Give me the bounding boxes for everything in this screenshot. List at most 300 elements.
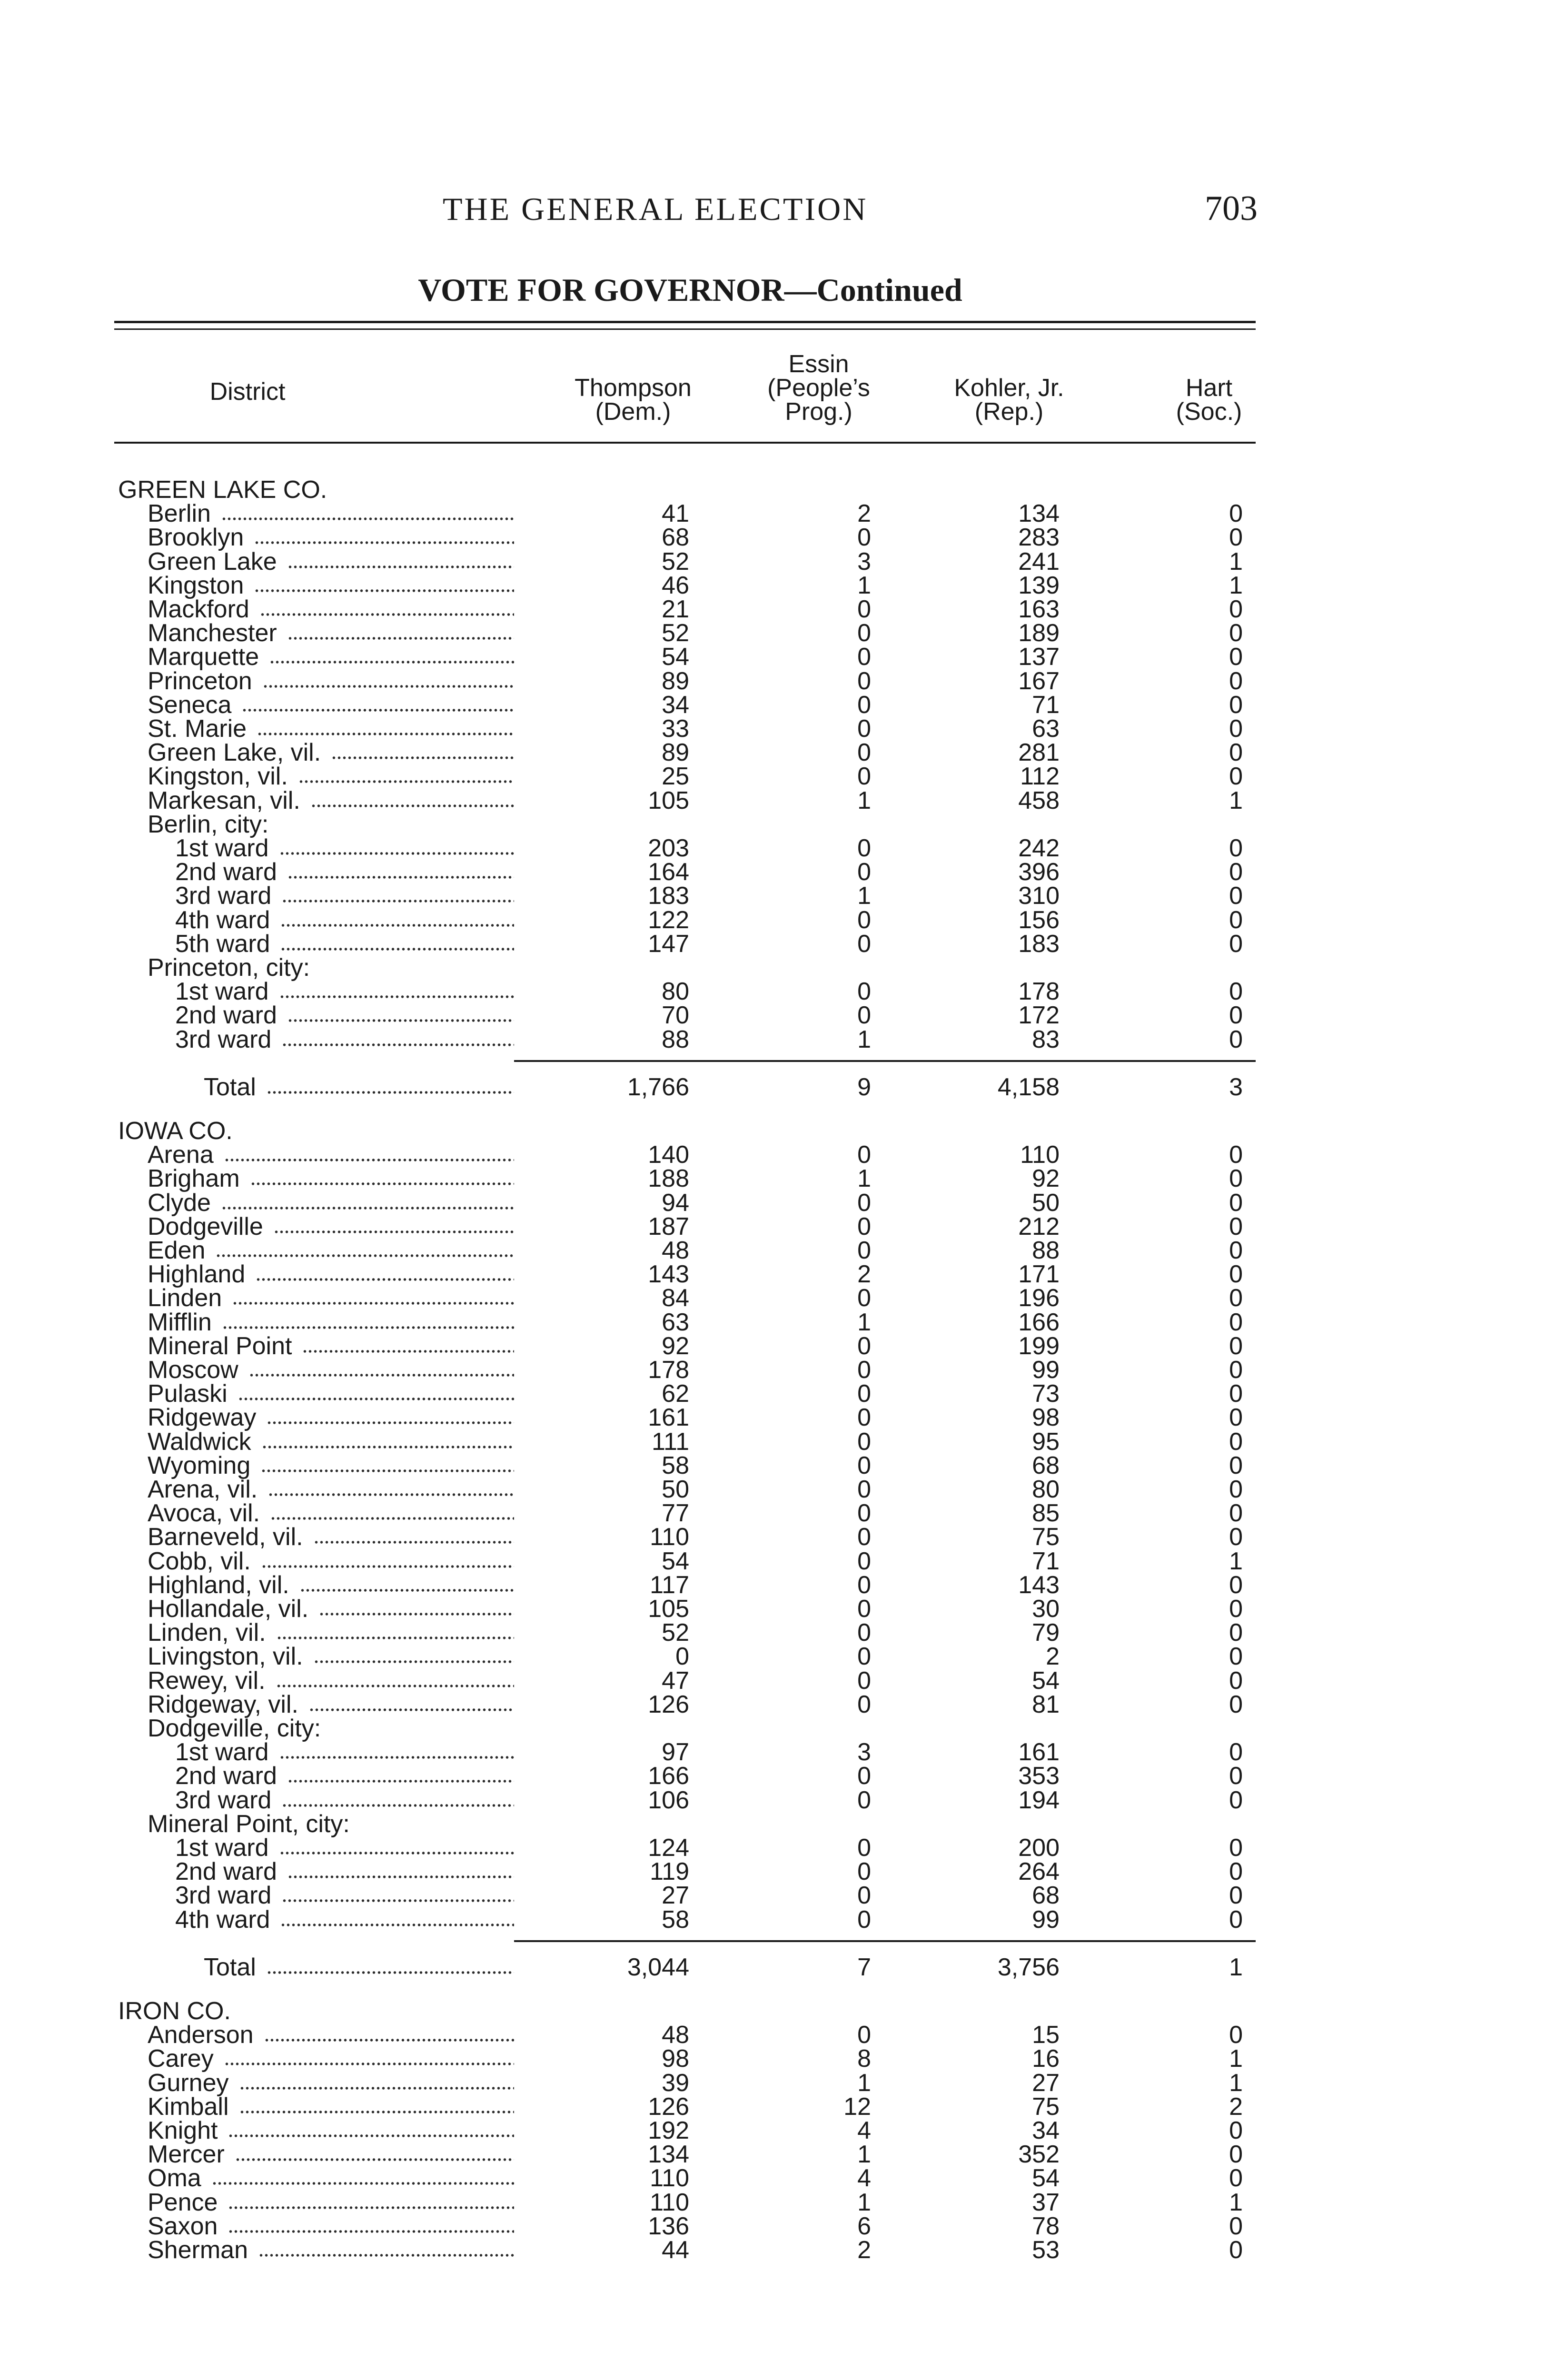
votes-kohler: 50 (1032, 1189, 1060, 1217)
header-district: District (209, 378, 286, 406)
table-row (0, 1836, 1546, 1860)
table-row (0, 1788, 1546, 1812)
votes-thompson: 68 (662, 524, 689, 551)
votes-essin: 0 (857, 1237, 871, 1264)
votes-thompson: 122 (648, 906, 689, 934)
district-name: Clyde (148, 1189, 211, 1217)
votes-thompson: 52 (662, 1619, 689, 1646)
county-heading (0, 1119, 1546, 1143)
table-row (0, 1621, 1546, 1645)
dot-leader (276, 1683, 514, 1689)
district-name: Green Lake, vil. (148, 739, 321, 766)
dot-leader (258, 2252, 514, 2258)
district-name: Sherman (148, 2236, 248, 2264)
votes-hart: 0 (1229, 1026, 1243, 1053)
running-head: THE GENERAL ELECTION (443, 191, 868, 227)
votes-hart: 0 (1229, 619, 1243, 647)
votes-thompson: 161 (648, 1404, 689, 1431)
table-row (0, 1478, 1546, 1501)
table-row (0, 1239, 1546, 1262)
votes-hart: 0 (1229, 1595, 1243, 1623)
votes-hart: 1 (1229, 1547, 1243, 1575)
votes-essin: 0 (857, 2021, 871, 2049)
district-name: Princeton, city: (148, 954, 310, 982)
votes-kohler: 163 (1018, 595, 1060, 623)
dot-leader (212, 2181, 514, 2186)
votes-hart: 0 (1229, 1141, 1243, 1169)
votes-kohler: 178 (1018, 978, 1060, 1005)
table-row (0, 908, 1546, 932)
votes-thompson: 110 (650, 1523, 689, 1551)
votes-kohler: 34 (1032, 2117, 1060, 2144)
votes-hart: 0 (1229, 739, 1243, 766)
dot-leader (282, 1042, 514, 1048)
votes-kohler: 353 (1018, 1762, 1060, 1790)
votes-kohler: 183 (1018, 930, 1060, 958)
votes-kohler: 85 (1032, 1499, 1060, 1527)
district-name: IRON CO. (118, 1997, 231, 2025)
dot-leader (267, 1420, 514, 1426)
table-row (0, 1310, 1546, 1334)
votes-essin: 0 (857, 1523, 871, 1551)
votes-kohler: 75 (1032, 2093, 1060, 2121)
district-name: GREEN LAKE CO. (118, 476, 327, 504)
votes-kohler: 71 (1032, 1547, 1060, 1575)
votes-hart: 0 (1229, 500, 1243, 527)
votes-essin: 2 (857, 2236, 871, 2264)
district-name: Carey (148, 2045, 214, 2073)
votes-hart: 0 (1229, 1738, 1243, 1766)
votes-hart: 0 (1229, 667, 1243, 695)
votes-hart: 0 (1229, 906, 1243, 934)
district-name: Brigham (148, 1165, 240, 1192)
votes-thompson: 111 (651, 1428, 689, 1456)
table-row (0, 2095, 1546, 2119)
table-row (0, 2023, 1546, 2047)
votes-essin: 1 (857, 2069, 871, 2097)
votes-essin: 9 (857, 1073, 871, 1101)
dot-leader (331, 755, 514, 761)
table-row (0, 1334, 1546, 1358)
table-row (0, 2047, 1546, 2071)
votes-hart: 1 (1229, 787, 1243, 814)
votes-hart: 0 (1229, 1356, 1243, 1384)
dot-leader (262, 1444, 514, 1450)
votes-kohler: 199 (1018, 1332, 1060, 1360)
votes-thompson: 98 (662, 2045, 689, 2073)
votes-essin: 0 (857, 1667, 871, 1695)
votes-thompson: 105 (648, 1595, 689, 1623)
votes-hart: 0 (1229, 2117, 1243, 2144)
district-name: Arena (148, 1141, 214, 1169)
votes-thompson: 187 (648, 1213, 689, 1240)
votes-thompson: 46 (662, 572, 689, 599)
votes-kohler: 139 (1018, 572, 1060, 599)
table-row (0, 932, 1546, 956)
votes-kohler: 99 (1032, 1356, 1060, 1384)
dot-leader (257, 731, 514, 737)
votes-hart: 0 (1229, 1260, 1243, 1288)
votes-thompson: 140 (648, 1141, 689, 1169)
votes-essin: 0 (857, 1189, 871, 1217)
dot-leader (232, 1300, 514, 1306)
district-name: 2nd ward (175, 858, 277, 886)
votes-thompson: 54 (662, 1547, 689, 1575)
table-row (0, 1501, 1546, 1525)
header-essin: Essin (People’s Prog.) (767, 350, 870, 426)
votes-thompson: 25 (662, 763, 689, 790)
votes-hart: 1 (1229, 1954, 1243, 1981)
dot-leader (235, 2157, 514, 2162)
votes-essin: 0 (857, 1428, 871, 1456)
votes-hart: 0 (1229, 1571, 1243, 1599)
dot-leader (282, 1803, 514, 1808)
votes-hart: 0 (1229, 691, 1243, 719)
votes-essin: 0 (857, 1499, 871, 1527)
dot-leader (263, 684, 514, 689)
votes-essin: 3 (857, 1738, 871, 1766)
table-row (0, 526, 1546, 549)
dot-leader (279, 1850, 514, 1856)
votes-kohler: 79 (1032, 1619, 1060, 1646)
votes-thompson: 52 (662, 619, 689, 647)
table-row (0, 1215, 1546, 1239)
votes-essin: 0 (857, 1906, 871, 1934)
votes-thompson: 188 (648, 1165, 689, 1192)
city-subheading (0, 956, 1546, 980)
votes-thompson: 63 (662, 1309, 689, 1336)
dot-leader (287, 1018, 514, 1023)
votes-essin: 4 (857, 2117, 871, 2144)
district-name: IOWA CO. (118, 1117, 233, 1145)
district-name: Ridgeway, vil. (148, 1691, 298, 1718)
dot-leader (279, 1755, 514, 1760)
votes-hart: 0 (1229, 1906, 1243, 1934)
table-row (0, 1382, 1546, 1406)
votes-thompson: 147 (648, 930, 689, 958)
district-name: Barneveld, vil. (148, 1523, 303, 1551)
votes-essin: 0 (857, 1141, 871, 1169)
votes-essin: 0 (857, 691, 871, 719)
votes-hart: 1 (1229, 2069, 1243, 2097)
votes-hart: 0 (1229, 524, 1243, 551)
votes-kohler: 264 (1018, 1858, 1060, 1885)
votes-thompson: 89 (662, 739, 689, 766)
votes-essin: 7 (857, 1954, 871, 1981)
table-row (0, 2166, 1546, 2190)
votes-hart: 0 (1229, 1002, 1243, 1029)
votes-hart: 2 (1229, 2093, 1243, 2121)
table-row (0, 1860, 1546, 1884)
table-row (0, 693, 1546, 717)
votes-thompson: 97 (662, 1738, 689, 1766)
table-row (0, 860, 1546, 884)
votes-hart: 0 (1229, 1619, 1243, 1646)
votes-hart: 0 (1229, 1213, 1243, 1240)
votes-hart: 0 (1229, 1667, 1243, 1695)
votes-essin: 0 (857, 1284, 871, 1312)
votes-kohler: 92 (1032, 1165, 1060, 1192)
votes-thompson: 80 (662, 978, 689, 1005)
votes-thompson: 47 (662, 1667, 689, 1695)
votes-hart: 0 (1229, 1858, 1243, 1885)
table-row (0, 1740, 1546, 1764)
votes-kohler: 30 (1032, 1595, 1060, 1623)
votes-hart: 1 (1229, 2045, 1243, 2073)
dot-leader (242, 707, 514, 713)
votes-essin: 0 (857, 1619, 871, 1646)
table-row (0, 1454, 1546, 1478)
dot-leader (254, 540, 514, 545)
dot-leader (224, 2061, 514, 2067)
dot-leader (261, 1564, 514, 1569)
district-name: Dodgeville (148, 1213, 263, 1240)
votes-kohler: 81 (1032, 1691, 1060, 1718)
votes-kohler: 310 (1018, 882, 1060, 910)
district-name: Rewey, vil. (148, 1667, 266, 1695)
votes-thompson: 124 (648, 1834, 689, 1862)
total-row (0, 1955, 1546, 1979)
table-row (0, 1262, 1546, 1286)
dot-leader (228, 2205, 514, 2211)
votes-hart: 0 (1229, 763, 1243, 790)
votes-kohler: 63 (1032, 715, 1060, 743)
votes-thompson: 203 (648, 834, 689, 862)
dot-leader (287, 635, 514, 641)
district-name: Ridgeway (148, 1404, 257, 1431)
dot-leader (287, 874, 514, 880)
dot-leader (267, 1090, 514, 1095)
district-name: Total (204, 1073, 256, 1101)
district-name: Wyoming (148, 1452, 251, 1479)
votes-essin: 0 (857, 1547, 871, 1575)
dot-leader (221, 516, 514, 522)
header-hart: Hart (Soc.) (1176, 374, 1242, 426)
votes-essin: 0 (857, 1452, 871, 1479)
district-name: Linden (148, 1284, 222, 1312)
table-row (0, 1645, 1546, 1668)
district-name: Moscow (148, 1356, 238, 1384)
votes-thompson: 44 (662, 2236, 689, 2264)
dot-leader (221, 1205, 514, 1211)
table-row (0, 1525, 1546, 1549)
votes-thompson: 54 (662, 643, 689, 671)
votes-thompson: 39 (662, 2069, 689, 2097)
votes-essin: 0 (857, 978, 871, 1005)
votes-essin: 0 (857, 1834, 871, 1862)
dot-leader (260, 612, 514, 617)
table-row (0, 764, 1546, 788)
votes-thompson: 119 (650, 1858, 689, 1885)
district-name: Mifflin (148, 1309, 212, 1336)
votes-essin: 2 (857, 500, 871, 527)
dot-leader (302, 1349, 514, 1354)
district-name: Highland, vil. (148, 1571, 289, 1599)
votes-thompson: 105 (648, 787, 689, 814)
district-name: Berlin (148, 500, 211, 527)
votes-hart: 1 (1229, 548, 1243, 575)
dot-leader (280, 922, 514, 928)
district-name: Total (204, 1954, 256, 1981)
table-row (0, 980, 1546, 1003)
table-row (0, 1286, 1546, 1310)
district-name: Princeton (148, 667, 252, 695)
dot-leader (239, 2085, 514, 2091)
district-name: Kimball (148, 2093, 229, 2121)
dot-leader (261, 1468, 514, 1474)
district-name: Mackford (148, 595, 249, 623)
votes-essin: 1 (857, 1165, 871, 1192)
dot-leader (228, 2133, 514, 2139)
district-name: 5th ward (175, 930, 270, 958)
district-name: Avoca, vil. (148, 1499, 260, 1527)
dot-leader (249, 1372, 514, 1378)
county-heading (0, 1999, 1546, 2023)
table-row (0, 1191, 1546, 1215)
district-name: Kingston, vil. (148, 763, 288, 790)
city-subheading (0, 813, 1546, 836)
votes-kohler: 242 (1018, 834, 1060, 862)
table-row (0, 574, 1546, 597)
table-row (0, 1669, 1546, 1693)
table-row (0, 2071, 1546, 2095)
votes-kohler: 458 (1018, 787, 1060, 814)
votes-thompson: 84 (662, 1284, 689, 1312)
district-name: 3rd ward (175, 1026, 272, 1053)
votes-hart: 0 (1229, 595, 1243, 623)
votes-hart: 0 (1229, 715, 1243, 743)
votes-kohler: 37 (1032, 2189, 1060, 2216)
votes-kohler: 196 (1018, 1284, 1060, 1312)
votes-hart: 0 (1229, 882, 1243, 910)
votes-thompson: 34 (662, 691, 689, 719)
dot-leader (280, 1922, 514, 1928)
votes-thompson: 89 (662, 667, 689, 695)
votes-kohler: 241 (1018, 548, 1060, 575)
votes-hart: 1 (1229, 2189, 1243, 2216)
votes-hart: 0 (1229, 1882, 1243, 1909)
table-row (0, 1143, 1546, 1167)
votes-kohler: 167 (1018, 667, 1060, 695)
votes-thompson: 183 (648, 882, 689, 910)
district-name: Waldwick (148, 1428, 251, 1456)
votes-essin: 8 (857, 2045, 871, 2073)
district-name: 1st ward (175, 1738, 269, 1766)
votes-essin: 0 (857, 1786, 871, 1814)
votes-hart: 0 (1229, 1165, 1243, 1192)
votes-essin: 0 (857, 930, 871, 958)
votes-kohler: 396 (1018, 858, 1060, 886)
dot-leader (222, 1325, 514, 1330)
votes-kohler: 15 (1032, 2021, 1060, 2049)
dot-leader (254, 588, 514, 594)
table-row (0, 1003, 1546, 1027)
votes-essin: 0 (857, 763, 871, 790)
votes-kohler: 68 (1032, 1452, 1060, 1479)
votes-kohler: 161 (1018, 1738, 1060, 1766)
votes-essin: 1 (857, 1309, 871, 1336)
votes-essin: 12 (843, 2093, 871, 2121)
table-row (0, 1884, 1546, 1907)
table-row (0, 884, 1546, 908)
votes-hart: 0 (1229, 1380, 1243, 1408)
district-name: 2nd ward (175, 1002, 277, 1029)
district-name: Cobb, vil. (148, 1547, 251, 1575)
dot-leader (238, 1396, 514, 1402)
table-row (0, 2238, 1546, 2262)
votes-hart: 0 (1229, 1786, 1243, 1814)
district-name: Knight (148, 2117, 218, 2144)
votes-essin: 0 (857, 1002, 871, 1029)
votes-kohler: 16 (1032, 2045, 1060, 2073)
votes-essin: 0 (857, 1691, 871, 1718)
votes-thompson: 126 (648, 1691, 689, 1718)
district-name: Highland (148, 1260, 246, 1288)
votes-thompson: 136 (648, 2212, 689, 2240)
table-row (0, 550, 1546, 574)
votes-kohler: 3,756 (997, 1954, 1060, 1981)
votes-kohler: 283 (1018, 524, 1060, 551)
votes-thompson: 48 (662, 1237, 689, 1264)
votes-hart: 0 (1229, 858, 1243, 886)
votes-kohler: 281 (1018, 739, 1060, 766)
votes-essin: 0 (857, 906, 871, 934)
votes-essin: 0 (857, 1380, 871, 1408)
votes-hart: 0 (1229, 1428, 1243, 1456)
table-row (0, 1908, 1546, 1932)
votes-kohler: 98 (1032, 1404, 1060, 1431)
dot-leader (239, 2109, 514, 2115)
dot-leader (228, 2229, 514, 2234)
district-name: Livingston, vil. (148, 1643, 303, 1670)
district-name: Anderson (148, 2021, 254, 2049)
page-number: 703 (1205, 189, 1258, 228)
district-name: 1st ward (175, 834, 269, 862)
city-subheading (0, 1812, 1546, 1836)
votes-hart: 0 (1229, 2236, 1243, 2264)
district-name: Oma (148, 2164, 201, 2192)
votes-essin: 0 (857, 1762, 871, 1790)
votes-essin: 2 (857, 1260, 871, 1288)
table-row (0, 836, 1546, 860)
votes-thompson: 94 (662, 1189, 689, 1217)
votes-hart: 1 (1229, 572, 1243, 599)
table-row (0, 1430, 1546, 1454)
votes-essin: 6 (857, 2212, 871, 2240)
votes-hart: 0 (1229, 643, 1243, 671)
votes-hart: 0 (1229, 1476, 1243, 1503)
votes-essin: 0 (857, 1356, 871, 1384)
dot-leader (287, 1778, 514, 1784)
votes-kohler: 75 (1032, 1523, 1060, 1551)
votes-kohler: 112 (1020, 763, 1060, 790)
district-name: Green Lake (148, 548, 277, 575)
district-name: Brooklyn (148, 524, 244, 551)
votes-essin: 0 (857, 595, 871, 623)
votes-kohler: 171 (1018, 1260, 1060, 1288)
votes-thompson: 0 (675, 1643, 689, 1670)
votes-thompson: 110 (650, 2164, 689, 2192)
votes-kohler: 212 (1018, 1213, 1060, 1240)
dot-leader (287, 564, 514, 570)
votes-kohler: 143 (1018, 1571, 1060, 1599)
votes-thompson: 50 (662, 1476, 689, 1503)
votes-essin: 0 (857, 715, 871, 743)
votes-essin: 0 (857, 643, 871, 671)
votes-hart: 0 (1229, 2212, 1243, 2240)
votes-thompson: 27 (662, 1882, 689, 1909)
table-row (0, 502, 1546, 526)
